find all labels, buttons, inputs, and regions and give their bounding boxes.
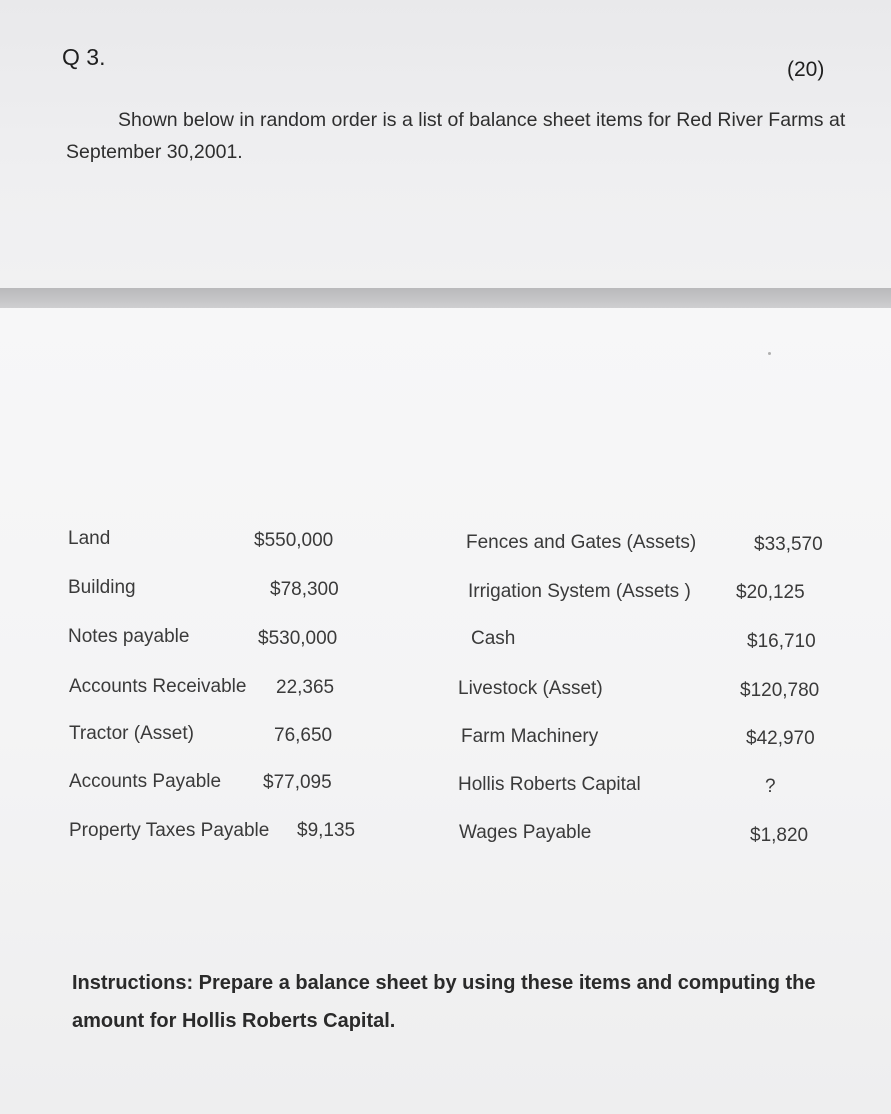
item-value-wages-payable: $1,820 bbox=[750, 825, 809, 846]
item-value-fences-gates: $33,570 bbox=[754, 534, 823, 555]
question-marks: (20) bbox=[787, 58, 825, 81]
item-label-irrigation-system: Irrigation System (Assets ) bbox=[468, 581, 691, 602]
item-label-building: Building bbox=[68, 577, 136, 598]
question-intro: Shown below in random order is a list of balance sheet items for Red River Farms at September 30,2001. bbox=[66, 109, 846, 163]
item-value-accounts-receivable: 22,365 bbox=[276, 677, 335, 698]
item-value-property-taxes-payable: $9,135 bbox=[297, 820, 356, 841]
item-label-farm-machinery: Farm Machinery bbox=[461, 726, 599, 747]
stray-mark bbox=[768, 352, 771, 355]
item-value-notes-payable: $530,000 bbox=[258, 628, 338, 649]
item-label-livestock: Livestock (Asset) bbox=[458, 678, 603, 699]
question-number: Q 3. bbox=[62, 44, 106, 70]
item-value-tractor: 76,650 bbox=[274, 725, 333, 746]
item-label-accounts-receivable: Accounts Receivable bbox=[69, 676, 247, 697]
item-value-cash: $16,710 bbox=[747, 631, 816, 652]
item-label-cash: Cash bbox=[471, 628, 516, 649]
item-label-accounts-payable: Accounts Payable bbox=[69, 771, 222, 792]
instructions-text: Instructions: Prepare a balance sheet by using these items and computing the amount for Hollis Roberts Capital. bbox=[72, 972, 816, 1032]
item-value-hollis-roberts-capital: ? bbox=[765, 776, 776, 797]
item-label-land: Land bbox=[68, 528, 111, 549]
item-value-accounts-payable: $77,095 bbox=[263, 772, 332, 793]
item-label-wages-payable: Wages Payable bbox=[459, 822, 592, 843]
item-label-hollis-roberts-capital: Hollis Roberts Capital bbox=[458, 774, 641, 795]
item-value-irrigation-system: $20,125 bbox=[736, 582, 805, 603]
item-value-building: $78,300 bbox=[270, 579, 339, 600]
item-label-property-taxes-payable: Property Taxes Payable bbox=[69, 820, 270, 841]
section-divider bbox=[0, 288, 891, 308]
item-value-livestock: $120,780 bbox=[740, 680, 820, 701]
item-label-tractor: Tractor (Asset) bbox=[69, 723, 194, 744]
item-label-notes-payable: Notes payable bbox=[68, 626, 190, 647]
item-value-land: $550,000 bbox=[254, 530, 334, 551]
item-label-fences-gates: Fences and Gates (Assets) bbox=[466, 532, 697, 553]
item-value-farm-machinery: $42,970 bbox=[746, 728, 815, 749]
